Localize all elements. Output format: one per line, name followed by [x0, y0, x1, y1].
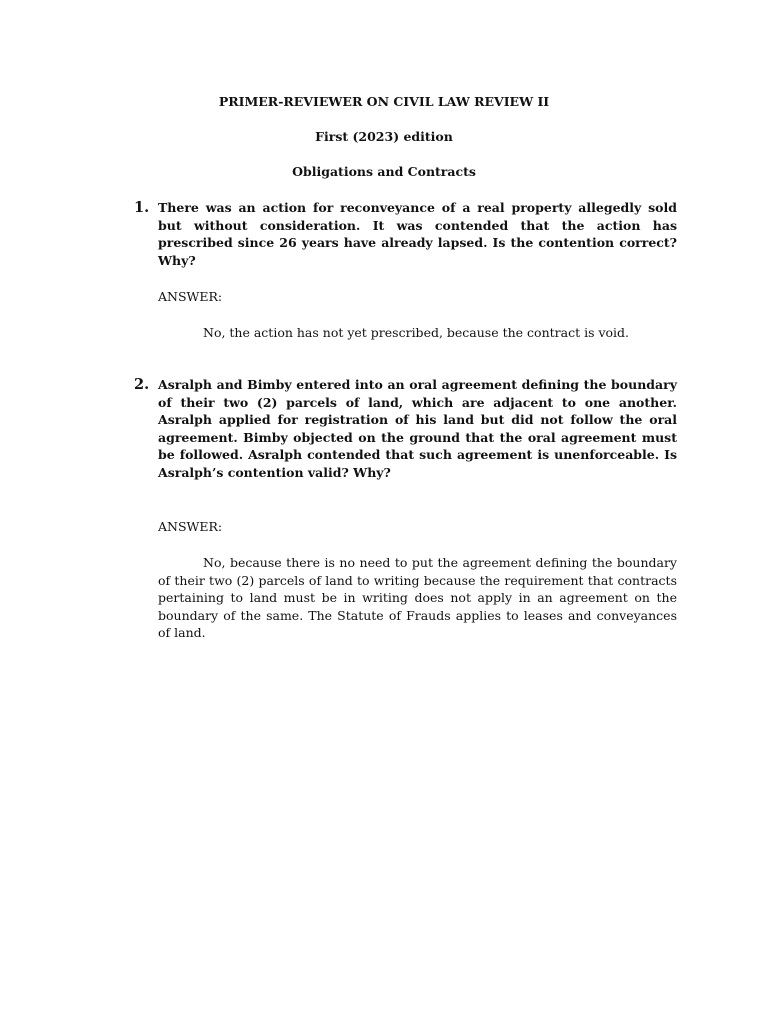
question-1: There was an action for reconveyance of a real property allegedly sold but without consideration. It was contended that the action has prescribed since 26 years have already lapsed. Is the contention correct? Why? [158, 200, 677, 268]
answer-label-1: ANSWER: [158, 289, 223, 304]
question-2: Asralph and Bimby entered into an oral agreement defining the boundary of their two (2) parcels of land, which are adjacent to one another. Asralph applied for registration of his land but did not follow the oral agreement. Bimby objected on the ground that the oral agreement must be followed. Asralph contended that such agreement is unenforceable. Is Asralph’s contention valid? Why? [158, 377, 677, 480]
edition-line: First (2023) edition [315, 129, 453, 144]
document-title: PRIMER-REVIEWER ON CIVIL LAW REVIEW II [218, 94, 550, 109]
item-number-2: 2. [134, 376, 150, 393]
item-number-1: 1. [134, 199, 150, 216]
answer-2: No, because there is no need to put the agreement defining the boundary of their two (2) parcels of land to writing because the requirement that contracts pertaining to land must be in writing does not apply in an agreement on the boundary of the same. The Statute of Frauds applies to leases and conveyances of land. [158, 555, 677, 641]
answer-1: No, the action has not yet prescribed, because the contract is void. [203, 325, 630, 340]
answer-label-2: ANSWER: [158, 519, 223, 534]
subject-heading: Obligations and Contracts [292, 164, 476, 179]
